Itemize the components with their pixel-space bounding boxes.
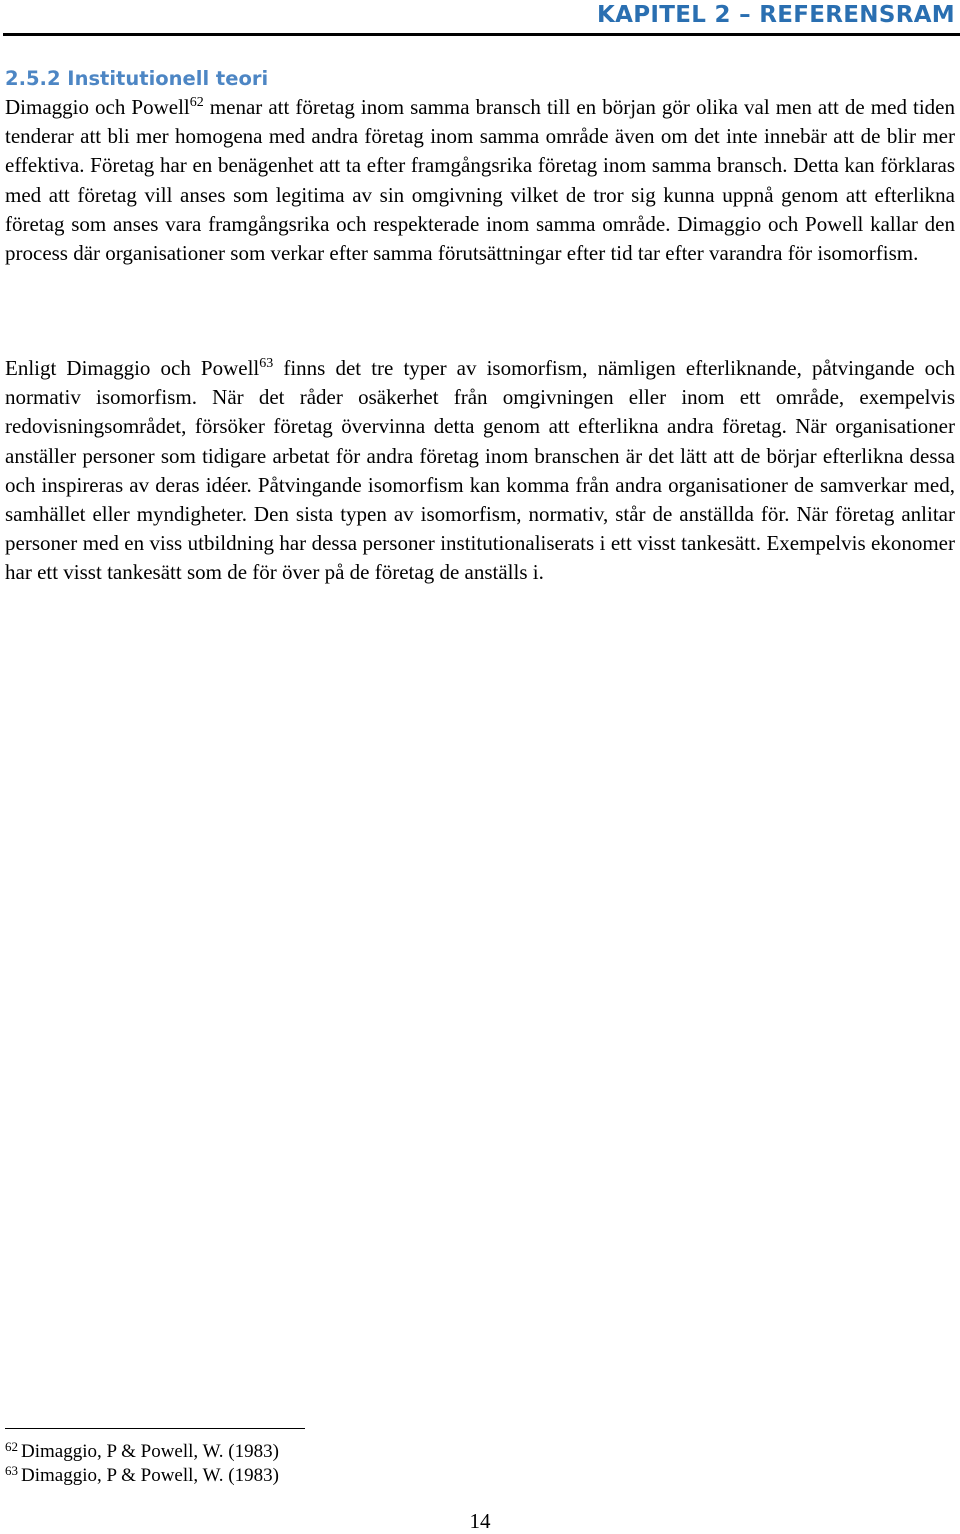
footnote-number: 62	[5, 1439, 18, 1454]
paragraph-1	[5, 93, 955, 268]
footnote-text: Dimaggio, P & Powell, W. (1983)	[21, 1465, 279, 1486]
header-rule	[3, 33, 960, 36]
paragraph-2-lead: Enligt Dimaggio och Powell	[5, 356, 260, 380]
paragraph-2	[5, 354, 955, 588]
footnote-63	[5, 1464, 279, 1488]
paragraph-2-body: finns det tre typer av isomorfism, nämligen efterliknande, påtvingande och normativ isomorfism. När det råder osäkerhet från omgivningen eller inom ett område, exempelvis redovisningsområdet, försöker företag övervinna detta genom att efterlikna andra företag. När organisationer anställer personer som tidigare arbetat för andra företag inom branschen är det lätt att de börjar efterlikna dessa och inspireras av deras idéer. Påtvingande isomorfism kan komma från andra organisationer de samverkar med, samhället eller myndigheter. Den sista typen av isomorfism, normativ, står de anställda för. När företag anlitar personer med en viss utbildning har dessa personer institutionaliserats i ett visst tankesätt. Exempelvis ekonomer har ett visst tankesätt som de för över på de företag de anställs i.	[5, 356, 956, 585]
footnote-number: 63	[5, 1463, 18, 1478]
footnote-62	[5, 1440, 279, 1464]
footnote-ref-63[interactable]: 63	[259, 356, 274, 371]
page-number: 14	[469, 1509, 491, 1533]
footnote-ref-62[interactable]: 62	[189, 95, 204, 110]
paragraph-1-lead: Dimaggio och Powell	[5, 95, 190, 119]
paragraph-1-body: menar att företag inom samma bransch till en början gör olika val men att de med tiden tenderar att bli mer homogena med andra företag inom samma område även om det inte innebär att de blir mer effektiva. Företag har en benägenhet att ta efter framgångsrika företag inom samma bransch. Detta kan förklaras med att företag vill anses som legitima av sin omgivning vilket de tror sig kunna uppnå genom att efterlikna företag som anses vara framgångsrika och respekterade inom samma område. Dimaggio och Powell kallar den process där organisationer som verkar efter samma förutsättningar efter tid tar efter varandra för isomorfism.	[5, 95, 955, 266]
section-heading: 2.5.2 Institutionell teori	[5, 67, 269, 90]
footnotes	[5, 1440, 279, 1488]
chapter-title: KAPITEL 2 – REFERENSRAM	[597, 2, 955, 28]
page-header	[0, 0, 960, 36]
footnote-separator	[5, 1428, 305, 1429]
footnote-text: Dimaggio, P & Powell, W. (1983)	[21, 1441, 279, 1462]
